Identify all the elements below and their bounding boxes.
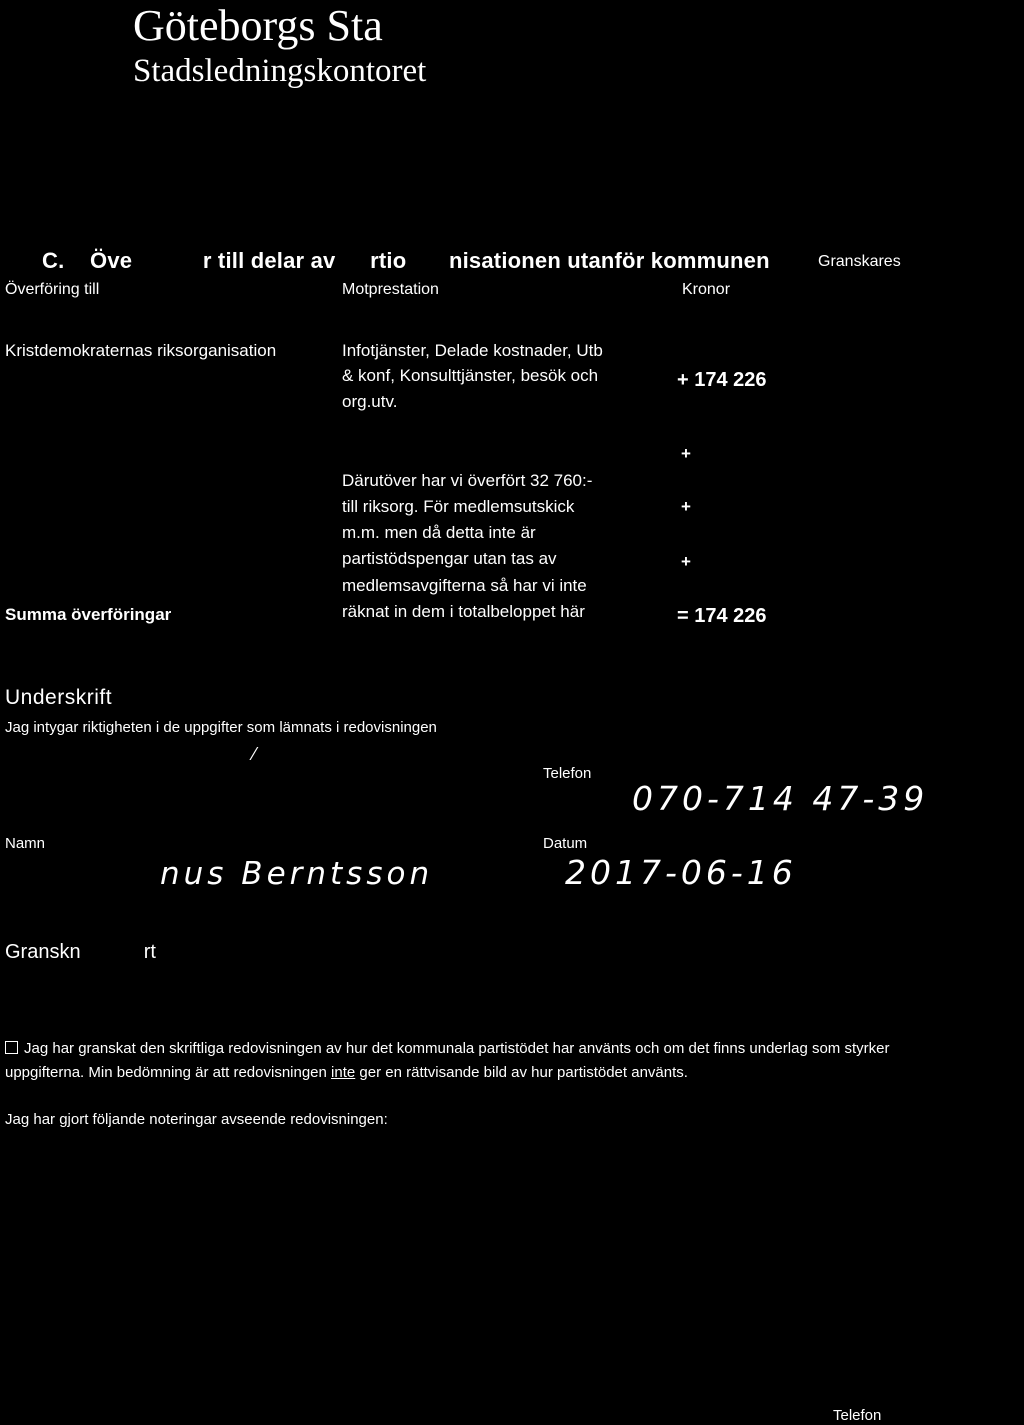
column-header-counter-service: Motprestation xyxy=(342,281,439,298)
section-c-word-1: Öve xyxy=(90,248,133,273)
signature-stroke: ⁄ xyxy=(253,744,257,764)
note-line-1: Därutöver har vi överfört 32 760:- xyxy=(342,471,593,490)
granskares-label: Granskares xyxy=(818,253,901,270)
section-c-word-4: nisationen utanför kommunen xyxy=(448,248,770,273)
date-label: Datum xyxy=(543,835,588,852)
note-line-5: medlemsavgifterna så har vi inte xyxy=(342,576,587,595)
plus-mark: + xyxy=(681,552,691,571)
phone-label: Telefon xyxy=(543,765,592,782)
review-statement-emphasis: inte xyxy=(331,1064,356,1081)
review-statement-text-2a: uppgifterna. Min bedömning är att redovisningen xyxy=(5,1064,327,1081)
section-c-label: C. xyxy=(42,248,65,273)
review-title-part-2: rt xyxy=(143,941,156,963)
bottom-phone-label: Telefon xyxy=(833,1407,882,1424)
row-amount: + 174 226 xyxy=(677,369,767,391)
column-header-transfer-to: Överföring till xyxy=(5,281,100,298)
review-title-part-1: Granskn xyxy=(5,941,81,963)
date-value: 2017-06-16 xyxy=(565,853,797,892)
name-label: Namn xyxy=(5,835,46,852)
department-name: Stadsledningskontoret xyxy=(133,53,427,89)
recipient-name: Kristdemokraternas riksorganisation xyxy=(5,341,277,360)
review-statement-line-2 xyxy=(5,1064,688,1081)
section-c-word-2: r till delar av xyxy=(202,248,336,273)
service-line-3: org.utv. xyxy=(342,392,398,411)
note-line-6: räknat in dem i totalbeloppet här xyxy=(342,602,585,621)
plus-mark: + xyxy=(681,497,691,516)
section-c-word-3: rtio xyxy=(370,248,407,273)
sum-amount: = 174 226 xyxy=(677,605,767,627)
service-line-1: Infotjänster, Delade kostnader, Utb xyxy=(342,341,603,360)
signature-title: Underskrift xyxy=(5,686,113,709)
review-statement-text: Jag har granskat den skriftliga redovisningen av hur det kommunala partistödet har använts och om det finns underlag som styrker xyxy=(24,1040,890,1057)
review-notes-label: Jag har gjort följande noteringar avseende redovisningen: xyxy=(5,1111,388,1128)
organization-name: Göteborgs Sta xyxy=(133,1,383,50)
section-c-title xyxy=(42,248,770,274)
review-statement-line-1 xyxy=(5,1040,889,1057)
attest-text: Jag intygar riktigheten i de uppgifter som lämnats i redovisningen xyxy=(5,719,437,736)
review-statement-text-2b: ger en rättvisande bild av hur partistödet använts. xyxy=(359,1064,688,1081)
review-checkbox[interactable] xyxy=(5,1041,18,1054)
plus-mark: + xyxy=(681,444,691,463)
note-line-3: m.m. men då detta inte är xyxy=(342,523,536,542)
service-line-2: & konf, Konsulttjänster, besök och xyxy=(342,366,599,385)
column-header-kronor: Kronor xyxy=(682,281,731,298)
name-value: nus Berntsson xyxy=(160,856,434,892)
phone-value: 070-714 47-39 xyxy=(632,779,929,818)
note-line-2: till riksorg. För medlemsutskick xyxy=(342,497,575,516)
note-line-4: partistödspengar utan tas av xyxy=(342,549,557,568)
sum-label: Summa överföringar xyxy=(5,605,172,624)
review-title xyxy=(5,941,156,964)
